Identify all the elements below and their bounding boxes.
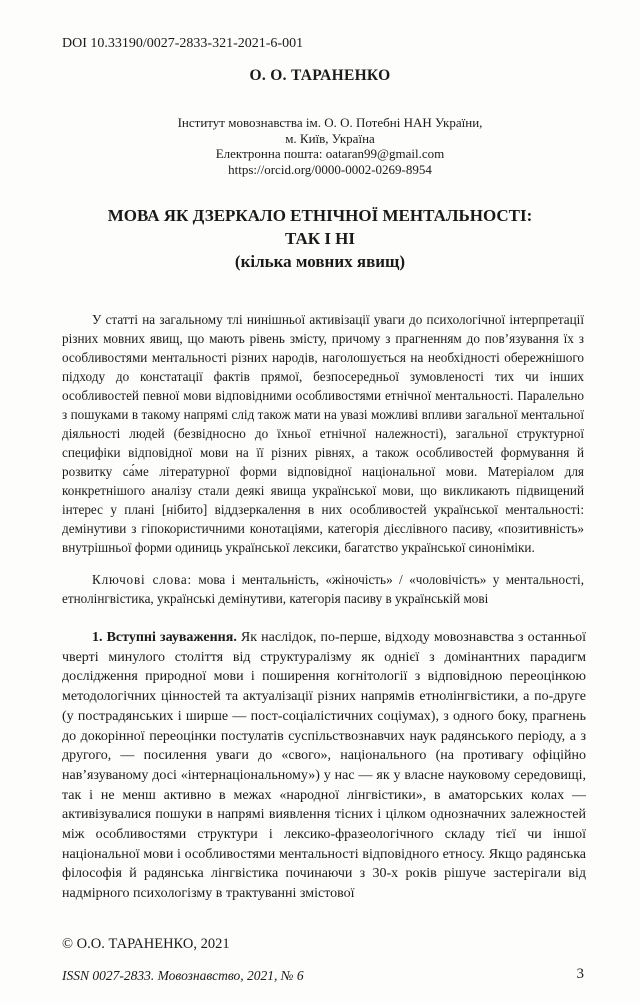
keywords-label: Ключові слова: — [92, 572, 193, 587]
copyright: © О.О. ТАРАНЕНКО, 2021 — [62, 936, 230, 952]
title-subtitle: (кілька мовних явищ) — [234, 252, 406, 271]
body-section — [62, 628, 586, 904]
affiliation-orcid: https://orcid.org/0000-0002-0269-8954 — [228, 161, 432, 177]
author-name: О. О. ТАРАНЕНКО — [249, 67, 391, 84]
title-line-1: МОВА ЯК ДЗЕРКАЛО ЕТНІЧНОЇ МЕНТАЛЬНОСТІ: — [107, 206, 533, 225]
abstract-text: У статті на загальному тлі нинішньої активізації уваги до психологічної інтерпретації різних мовних явищ, що мають рівень змісту, причому з прагненням до пов’язування їх з особливостями ментальності різних народів, наголошується на необхідності обережнішого підходу до констатації фактів прямої, безпосередньої зумовленості тих чи інших особливостей певної мови відповідними особливостями етнічної ментальності. Паралельно з пошуками в такому напрямі слід також мати на увазі можливі впливи загальної ментальної діяльності людей (безвідносно до їхньої етнічної належності), загальної структурної специфіки відповідної мови на її різних рівнях, а також особливостей формування й розвитку са́ме літературної форми відповідної національної мови. Матеріалом для конкретнішого аналізу стали деякі явища української мови, що викликають підвищений інтерес у плані [нібито] віддзеркалення в них особливостей української ментальності: демінутиви з гіпокористичними конотаціями, категорія дієслівного пасиву, «позитивність» внутрішньої форми одиниць української лексики, багатство української синоніміки. — [62, 312, 584, 555]
abstract — [62, 310, 584, 557]
affiliation-email: Електронна пошта: oataran99@gmail.com — [215, 146, 445, 161]
body-paragraph: Як наслідок, по-перше, відходу мовознавства з останньої чверті минулого століття від структуралізму як однієї з домінантних парадигм дослідження природної мови і поширення когнітології з відповідною переоцінкою методологічних цінностей та актуалізації різних напрямів етнолінгвістики, а по-друге (у пострадянських і ширше — пост-соціалістичних соціумах), з одного боку, прагнень до докорінної переоцінки постулатів суспільствознавчих наук радянського періоду, а з другого, — посилення уваги до «свого», національного (на противагу офіційно нав’язуваному досі «інтернаціональному») у нас — як у власне науковому середовищі, так і не менш активно в межах «народної лінгвістики», в аматорських колах — активізувалися пошуки в напрямі виявлення тісних і цілком однозначних залежностей між особливостями структури і лексико-фразеологічного складу тієї чи іншої національної мови і особливостями ментальності відповідного етносу. Якщо радянська філософія й радянська лінгвістика починаючи з 30-х років рішуче застерігали від надмірного психологізму в трактуванні змістової — [62, 630, 586, 902]
title-line-2: ТАК І НІ — [284, 229, 356, 248]
keywords-text: мова і ментальність, «жіночість» / «чоловічість» у ментальності, етнолінгвістика, українські демінутиви, категорія пасиву в українській мові — [62, 572, 584, 606]
section-heading: 1. Вступні зауваження. — [92, 630, 237, 645]
article-title — [40, 204, 600, 273]
page-number: 3 — [576, 966, 584, 982]
affiliation-institute: Інститут мовознавства ім. О. О. Потебні НАН України, — [177, 115, 483, 130]
affiliation-city: м. Київ, Україна — [285, 130, 375, 146]
affiliation-block — [100, 115, 560, 177]
journal-info: ISSN 0027-2833. Мовознавство, 2021, № 6 — [62, 968, 304, 983]
keywords — [62, 570, 584, 608]
doi-line: DOI 10.33190/0027-2833-321-2021-6-001 — [62, 36, 304, 51]
